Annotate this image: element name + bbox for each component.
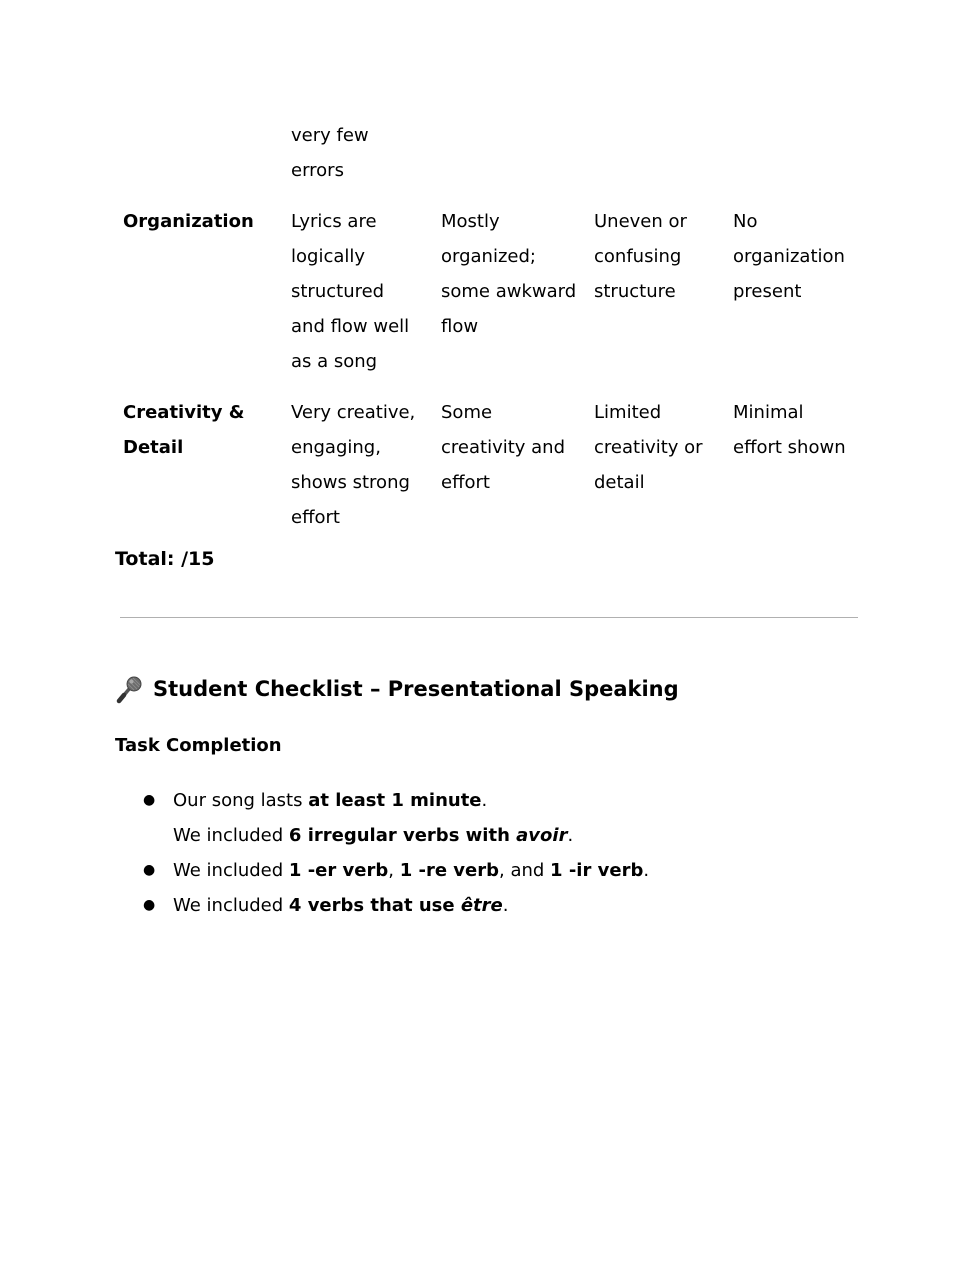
item-emphasis: 6 irregular verbs with xyxy=(288,825,517,846)
cell-line: Uneven or xyxy=(594,211,687,232)
item-emphasis: 1 -ir verb xyxy=(550,860,644,881)
checklist-item xyxy=(173,853,649,888)
cell-line: detail xyxy=(594,472,645,493)
item-text: We included xyxy=(173,825,289,846)
checklist-item xyxy=(173,888,508,923)
cell-line: effort shown xyxy=(733,437,846,458)
checklist-heading xyxy=(115,672,679,706)
item-text: We included xyxy=(173,895,289,916)
item-text: , xyxy=(388,860,400,881)
cell-line: Minimal xyxy=(733,402,804,423)
item-text: , and xyxy=(499,860,551,881)
cell-line: very few xyxy=(291,125,369,146)
item-emphasis: 1 -er verb xyxy=(288,860,389,881)
checklist-item xyxy=(173,783,487,818)
cell-line: logically xyxy=(291,246,366,267)
cell-line: effort xyxy=(291,507,340,528)
microphone-icon xyxy=(115,674,145,704)
item-text: . xyxy=(643,860,650,881)
criterion-label: Creativity & xyxy=(123,402,245,423)
item-emphasis: 1 -re verb xyxy=(399,860,500,881)
cell-line: Some xyxy=(441,402,493,423)
cell-line: Limited xyxy=(594,402,662,423)
cell-line: as a song xyxy=(291,351,378,372)
rubric-cell-creativity-fair xyxy=(594,395,703,500)
cell-line: present xyxy=(733,281,802,302)
item-text: . xyxy=(481,790,488,811)
item-text: . xyxy=(502,895,509,916)
cell-line: organization xyxy=(733,246,845,267)
rubric-cell-creativity-excellent xyxy=(291,395,415,535)
rubric-cell-organization-excellent xyxy=(291,204,409,379)
bullet-icon: ● xyxy=(143,862,156,878)
item-emphasis: at least 1 minute xyxy=(308,790,482,811)
item-text: Our song lasts xyxy=(173,790,309,811)
rubric-cell-creativity-good xyxy=(441,395,565,500)
bullet-icon: ● xyxy=(143,792,156,808)
rubric-criterion-organization xyxy=(123,204,254,239)
item-emphasis-italic: avoir xyxy=(516,825,568,846)
cell-line: No xyxy=(733,211,758,232)
rubric-criterion-creativity xyxy=(123,395,244,465)
cell-line: confusing xyxy=(594,246,682,267)
item-text: We included xyxy=(173,860,289,881)
rubric-continuation-cell xyxy=(291,118,369,188)
cell-line: creativity and xyxy=(441,437,566,458)
item-emphasis: 4 verbs that use xyxy=(288,895,461,916)
cell-line: engaging, xyxy=(291,437,381,458)
item-emphasis-italic: être xyxy=(460,895,503,916)
item-text: . xyxy=(567,825,574,846)
rubric-cell-organization-good xyxy=(441,204,576,344)
rubric-cell-creativity-poor xyxy=(733,395,846,465)
cell-line: errors xyxy=(291,160,344,181)
cell-line: some awkward xyxy=(441,281,577,302)
checklist-title: Student Checklist – Presentational Speaking xyxy=(153,677,679,701)
cell-line: organized; xyxy=(441,246,536,267)
cell-line: Very creative, xyxy=(291,402,416,423)
section-heading-task-completion: Task Completion xyxy=(115,735,282,756)
horizontal-divider xyxy=(120,617,858,618)
cell-line: flow xyxy=(441,316,479,337)
cell-line: effort xyxy=(441,472,490,493)
bullet-icon: ● xyxy=(143,897,156,913)
cell-line: Mostly xyxy=(441,211,500,232)
rubric-cell-organization-poor xyxy=(733,204,845,309)
checklist-item xyxy=(173,818,573,853)
cell-line: structured xyxy=(291,281,385,302)
cell-line: Lyrics are xyxy=(291,211,377,232)
cell-line: creativity or xyxy=(594,437,703,458)
cell-line: shows strong xyxy=(291,472,410,493)
rubric-cell-organization-fair xyxy=(594,204,687,309)
cell-line: and flow well xyxy=(291,316,410,337)
rubric-total: Total: /15 xyxy=(115,548,215,570)
cell-line: structure xyxy=(594,281,676,302)
criterion-label: Organization xyxy=(123,211,254,232)
criterion-label: Detail xyxy=(123,437,184,458)
